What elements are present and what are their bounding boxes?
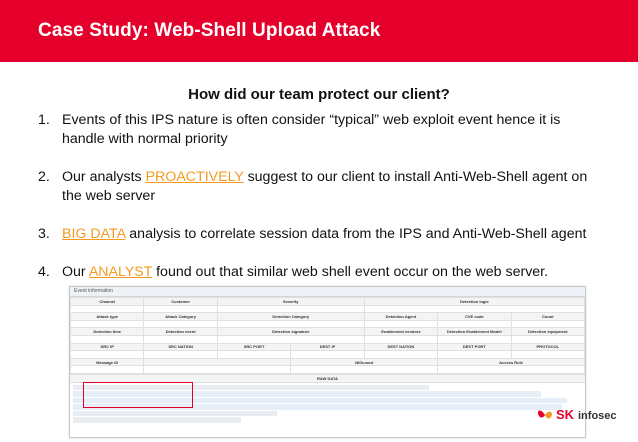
raw-line (73, 411, 277, 417)
slide-subtitle: How did our team protect our client? (188, 86, 450, 103)
slide-title: Case Study: Web-Shell Upload Attack (38, 20, 381, 41)
highlight-link: BIG DATA (62, 226, 126, 242)
event-information-screenshot (69, 286, 586, 438)
logo-product: infosec (578, 410, 617, 422)
event-table (70, 297, 585, 374)
logo-brand: SK (556, 407, 575, 422)
raw-data-label: RAW DATA (70, 374, 585, 383)
highlight-link: ANALYST (88, 264, 153, 280)
table-row: Attack type Attack Category Detection Category Detection Agent CVE code Count (71, 313, 585, 321)
points-list (38, 111, 598, 301)
point-item (38, 111, 598, 149)
highlight-box (83, 382, 193, 408)
butterfly-icon (536, 405, 554, 425)
table-row: Message ID NIGcount Access Rule (71, 358, 585, 366)
point-text: Our ANALYST found out that similar web shell event occur on the web server. (62, 264, 549, 280)
point-number: 4. (38, 264, 50, 280)
point-text: Our analysts PROACTIVELY suggest to our client to install Anti-Web-Shell agent on the web server (62, 169, 588, 204)
table-row: SRC IP SRC NATION SRC PORT DEST IP DEST NATION DEST PORT PROTOCOL (71, 343, 585, 351)
table-row (71, 305, 585, 313)
point-item (38, 168, 598, 206)
highlight-link: PROACTIVELY (145, 169, 244, 185)
point-item (38, 263, 598, 282)
point-number: 1. (38, 112, 50, 128)
point-text: BIG DATA analysis to correlate session data from the IPS and Anti-Web-Shell agent (62, 226, 587, 242)
raw-line (73, 417, 241, 423)
title-bar (0, 0, 638, 62)
panel-title: Event information (70, 287, 585, 297)
table-row (71, 366, 585, 374)
table-row (71, 351, 585, 359)
point-item (38, 225, 598, 244)
point-text: Events of this IPS nature is often consider “typical” web exploit event hence it is handle with normal priority (62, 112, 561, 147)
table-row (71, 320, 585, 328)
table-row: Channel Customer Severity Detection logic (71, 298, 585, 306)
point-number: 2. (38, 169, 50, 185)
table-row (71, 335, 585, 343)
point-number: 3. (38, 226, 50, 242)
table-row: Detection time Detection event Detection signature Enablement vendors Detection Enablement Model Detection equipment (71, 328, 585, 336)
